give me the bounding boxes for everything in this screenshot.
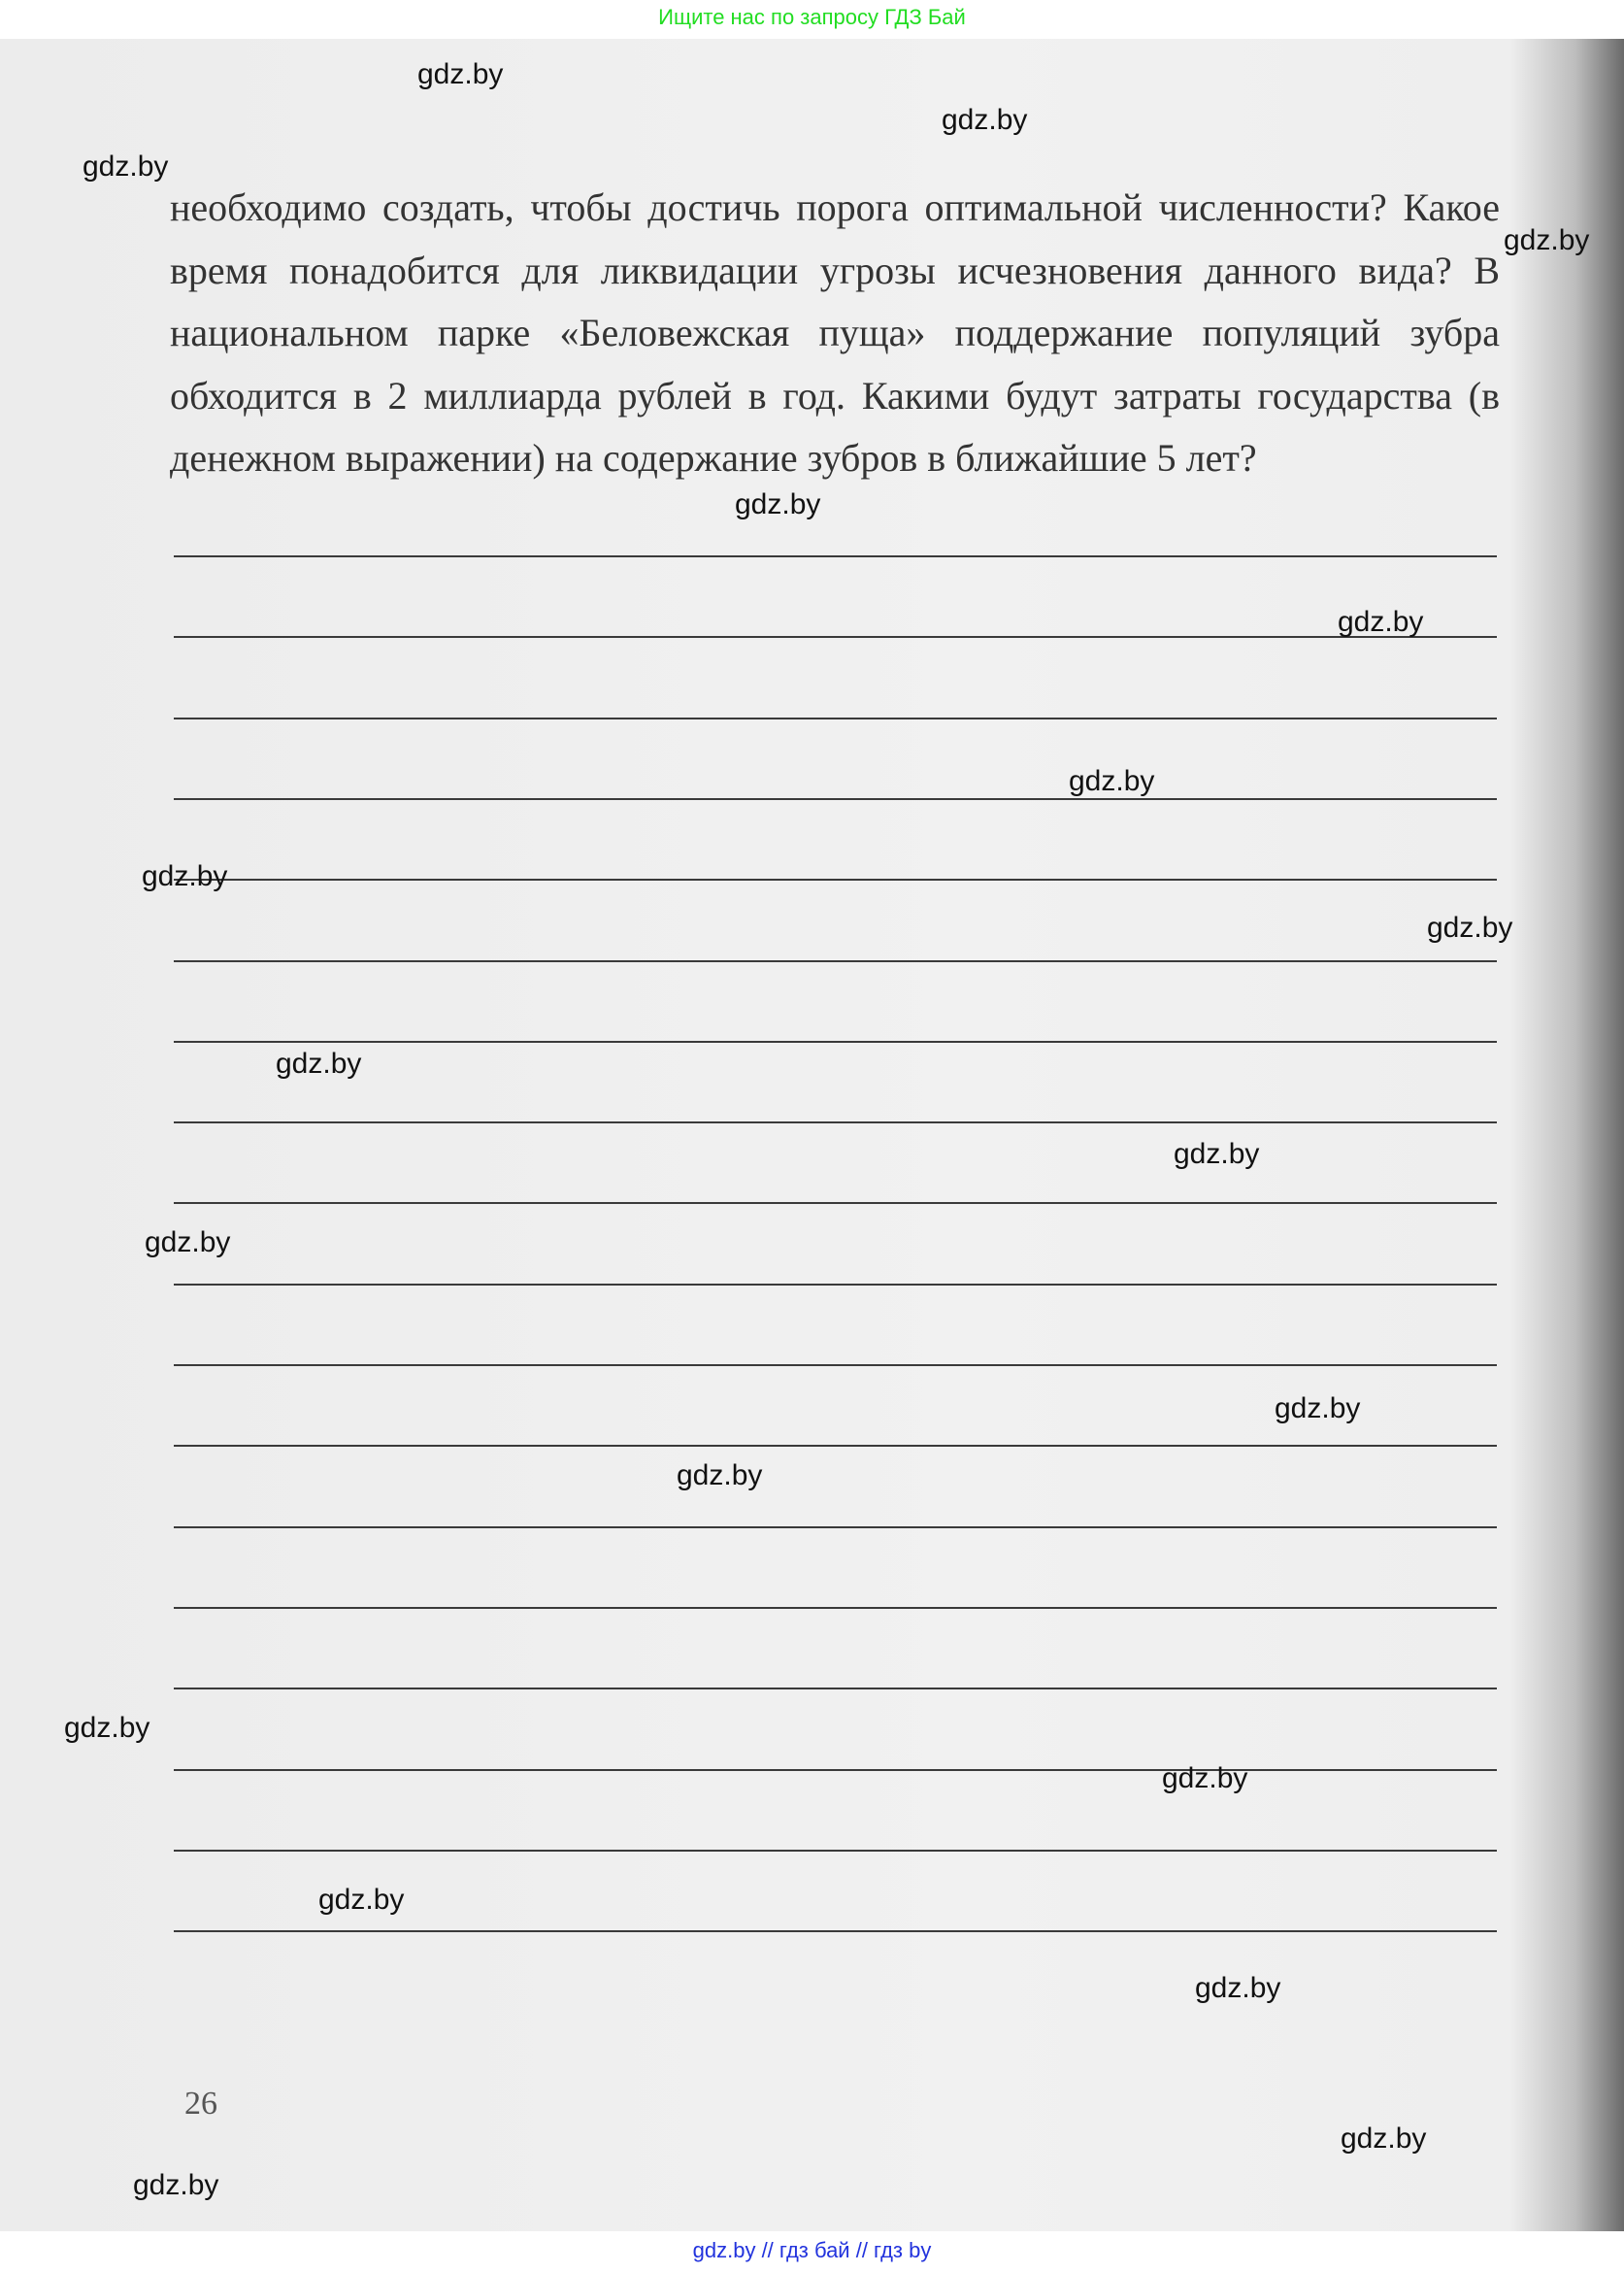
watermark: gdz.by: [145, 1226, 231, 1258]
watermark: gdz.by: [1069, 765, 1155, 797]
watermark: gdz.by: [133, 2169, 219, 2201]
watermark: gdz.by: [1338, 606, 1424, 638]
watermark: gdz.by: [1195, 1972, 1281, 2004]
watermark: gdz.by: [276, 1048, 362, 1080]
question-text: необходимо создать, чтобы достичь порога оптимальной численности? Какое время понадобится для ликвидации угрозы исчезновения данного вида? В национальном парке «Беловежская пуща» поддержание популяций зубра обходится в 2 миллиарда рублей в год. Какими будут затраты государства (в денежном выражении) на содержание зубров в ближайшие 5 лет?: [170, 185, 1500, 480]
textbook-page: [0, 39, 1624, 2231]
watermark: gdz.by: [1275, 1392, 1361, 1424]
answer-line: [174, 1364, 1497, 1366]
answer-line: [174, 1688, 1497, 1689]
answer-line: [174, 1607, 1497, 1609]
answer-line: [174, 718, 1497, 719]
answer-line: [174, 636, 1497, 638]
watermark: gdz.by: [1427, 912, 1513, 944]
answer-line: [174, 1284, 1497, 1286]
watermark: gdz.by: [942, 104, 1028, 136]
watermark: gdz.by: [318, 1884, 405, 1916]
answer-line: [174, 1041, 1497, 1043]
watermark: gdz.by: [1341, 2123, 1427, 2155]
watermark: gdz.by: [677, 1459, 763, 1491]
answer-line: [174, 1850, 1497, 1852]
answer-line: [174, 1202, 1497, 1204]
watermark: gdz.by: [735, 488, 821, 520]
search-banner[interactable]: Ищите нас по запросу ГДЗ Бай: [658, 5, 966, 29]
page-number: 26: [184, 2086, 217, 2122]
footer-links[interactable]: gdz.by // гдз бай // гдз by: [692, 2238, 932, 2262]
answer-line: [174, 960, 1497, 962]
answer-line: [174, 1121, 1497, 1123]
watermark: gdz.by: [417, 58, 504, 90]
answer-line: [174, 879, 1497, 881]
answer-line: [174, 1445, 1497, 1447]
watermark: gdz.by: [142, 860, 228, 892]
answer-line: [174, 798, 1497, 800]
watermark: gdz.by: [1174, 1138, 1260, 1170]
watermark: gdz.by: [1504, 224, 1590, 256]
answer-line: [174, 1930, 1497, 1932]
watermark: gdz.by: [64, 1712, 150, 1744]
answer-line: [174, 1769, 1497, 1771]
answer-line: [174, 555, 1497, 557]
watermark: gdz.by: [1162, 1762, 1248, 1794]
answer-line: [174, 1526, 1497, 1528]
watermark: gdz.by: [83, 150, 169, 183]
